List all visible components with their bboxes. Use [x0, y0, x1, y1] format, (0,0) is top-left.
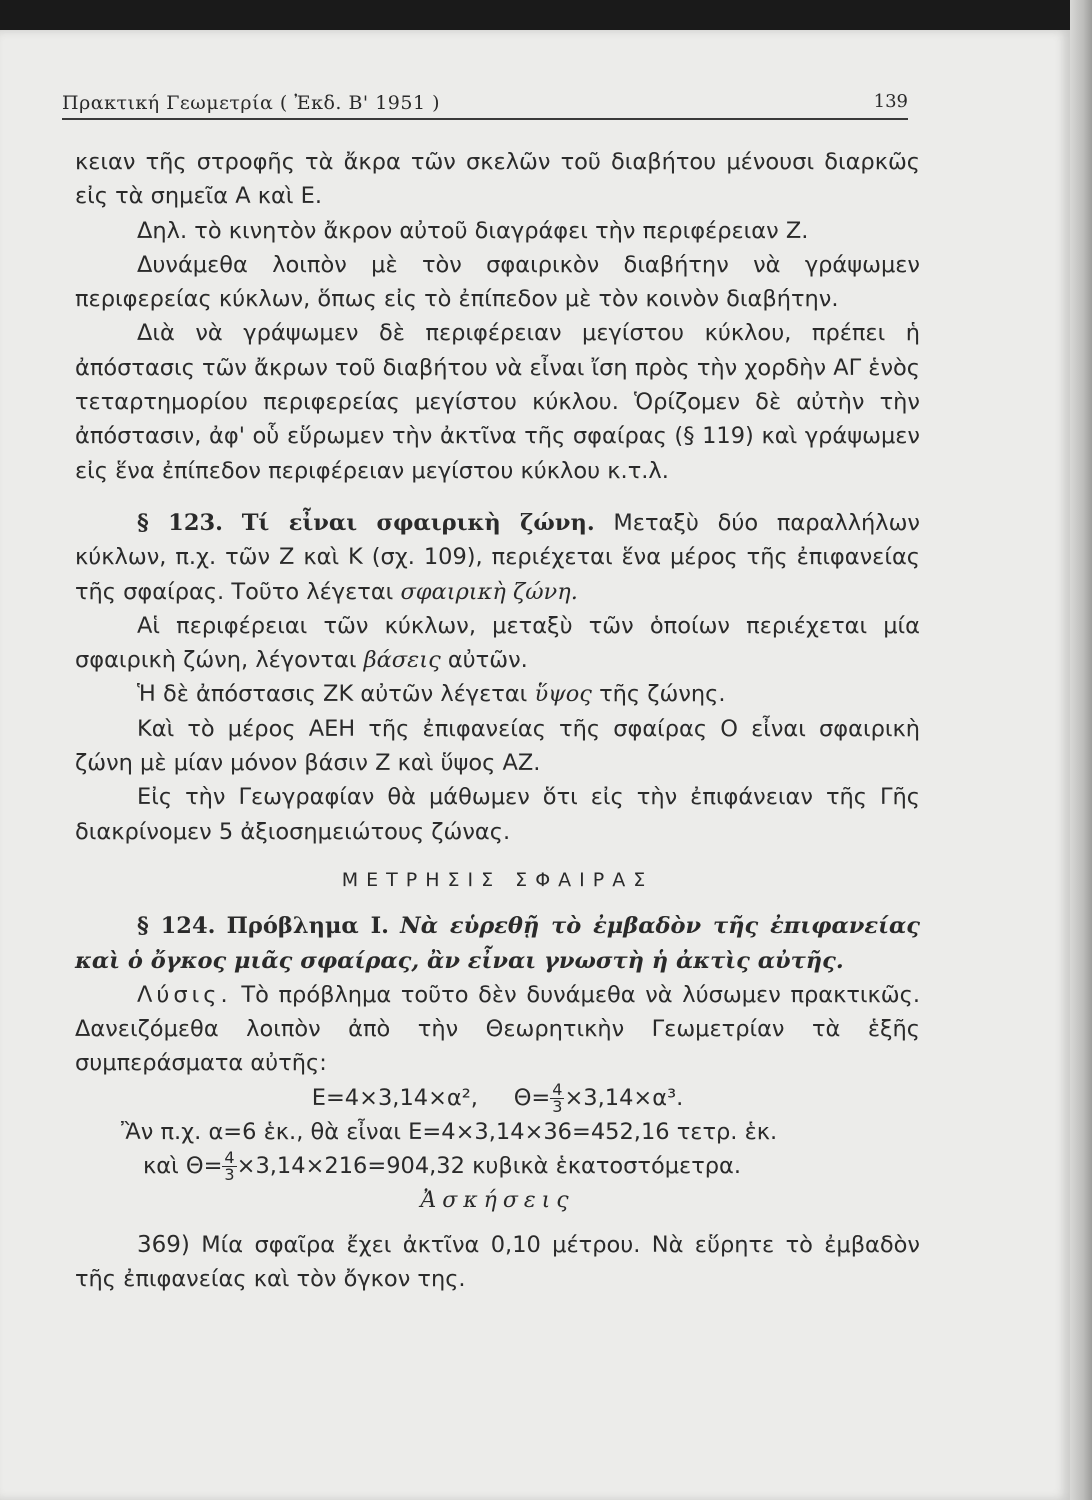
paragraph: Καὶ τὸ μέρος ΑΕΗ τῆς ἐπιφανείας τῆς σφαίρας Ο εἶναι σφαιρικὴ ζώνη μὲ μίαν μόνον βάσιν Ζ καὶ ὕψος ΑΖ.	[75, 715, 920, 777]
example-line: Ἂν π.χ. α=6 ἑκ., θὰ εἶναι Ε=4×3,14×36=452,16 τετρ. ἑκ.	[121, 1119, 778, 1146]
exercises-heading: Ἀσκήσεις	[420, 1187, 575, 1213]
paragraph: Δηλ. τὸ κινητὸν ἄκρον αὐτοῦ διαγράφει τὴν περιφέρειαν Ζ.	[137, 217, 809, 244]
section-number: § 123.	[137, 509, 223, 536]
fraction-denominator: 3	[552, 1096, 563, 1116]
fraction-numerator: 4	[224, 1148, 235, 1168]
exercise-text: Μία σφαῖρα ἔχει ἀκτῖνα 0,10 μέτρου. Νὰ εὕρητε τὸ ἐμβαδὸν τῆς ἐπιφανείας καὶ τὸν ὄγκον της.	[75, 1231, 920, 1293]
volume-formula-rhs: ×3,14×α³.	[564, 1084, 684, 1111]
text: Ἡ δὲ ἀπόστασις ΖΚ αὐτῶν λέγεται	[137, 681, 528, 708]
fraction	[222, 1150, 236, 1183]
fraction-numerator: 4	[552, 1079, 563, 1099]
paragraph	[75, 609, 920, 678]
running-header	[62, 88, 908, 120]
page-number: 139	[873, 91, 908, 112]
text: τῆς ζώνης.	[599, 681, 726, 708]
surface-formula: Ε=4×3,14×α²,	[311, 1084, 478, 1111]
defined-term: σφαιρικὴ ζώνη.	[400, 578, 578, 605]
solution-paragraph	[75, 978, 920, 1081]
paragraph: κειαν τῆς στροφῆς τὰ ἄκρα τῶν σκελῶν τοῦ διαβήτου μένουσι διαρκῶς εἰς τὰ σημεῖα Α καὶ Ε.	[75, 149, 920, 210]
page-body	[75, 145, 920, 1297]
running-title: Πρακτική Γεωμετρία ( Ἐκδ. Β' 1951 )	[62, 92, 440, 114]
volume-formula-lhs: Θ=	[513, 1084, 551, 1111]
section-text: Μεταξὺ δύο παραλλήλων κύκλων, π.χ. τῶν Ζ καὶ Κ (σχ. 109), περιέχεται ἕνα μέρος τῆς ἐπιφανείας τῆς σφαίρας. Τοῦτο λέγεται	[75, 509, 920, 605]
text: ×3,14×216=904,32 κυβικὰ ἑκατοστόμετρα.	[236, 1153, 742, 1180]
problem-statement: Νὰ εὑρεθῇ τὸ ἐμβαδὸν τῆς ἐπιφανείας καὶ ὁ ὄγκος μιᾶς σφαίρας, ἂν εἶναι γνωστὴ ἡ ἀκτὶς αὐτῆς.	[75, 913, 920, 974]
defined-term: ὕψος	[534, 681, 592, 708]
page-edge	[1070, 0, 1092, 1500]
chapter-heading: ΜΕΤΡΗΣΙΣ ΣΦΑΙΡΑΣ	[341, 868, 654, 891]
paragraph: Δυνάμεθα λοιπὸν μὲ τὸν σφαιρικὸν διαβήτην νὰ γράψωμεν περιφερείας κύκλων, ὅπως εἰς τὸ ἐπίπεδον μὲ τὸν κοινὸν διαβήτην.	[75, 251, 920, 313]
exercise-369	[75, 1228, 920, 1297]
exercise-number: 369)	[137, 1231, 190, 1258]
solution-label: Λύσις.	[137, 981, 232, 1008]
section-124-intro	[75, 909, 920, 978]
section-title: Τί εἶναι σφαιρικὴ ζώνη.	[241, 509, 595, 536]
text: Αἱ περιφέρειαι τῶν κύκλων, μεταξὺ τῶν ὁποίων περιέχεται μία σφαιρικὴ ζώνη, λέγονται	[75, 612, 920, 674]
paragraph: Εἰς τὴν Γεωγραφίαν θὰ μάθωμεν ὅτι εἰς τὴν ἐπιφάνειαν τῆς Γῆς διακρίνομεν 5 ἀξιοσημειώτους ζώνας.	[75, 784, 920, 845]
defined-term: βάσεις	[363, 647, 441, 674]
example-line	[75, 1149, 920, 1183]
solution-text: Τὸ πρόβλημα τοῦτο δὲν δυνάμεθα νὰ λύσωμεν πρακτικῶς. Δανειζόμεθα λοιπὸν ἀπὸ τὴν Θεωρητικὴν Γεωμετρίαν τὰ ἑξῆς συμπεράσματα αὐτῆς:	[75, 981, 920, 1077]
paragraph: Διὰ νὰ γράψωμεν δὲ περιφέρειαν μεγίστου κύκλου, πρέπει ἡ ἀπόστασις τῶν ἄκρων τοῦ διαβήτου νὰ εἶναι ἴση πρὸς τὴν χορδὴν ΑΓ ἑνὸς τεταρτημορίου περιφερείας μεγίστου κύκλου. Ὁρίζομεν δὲ αὐτὴν τὴν ἀπόστασιν, ἀφ' οὗ εὕρωμεν τὴν ἀκτῖνα τῆς σφαίρας (§ 119) καὶ γράψωμεν εἰς ἕνα ἐπίπεδον περιφέρειαν μεγίστου κύκλου κ.τ.λ.	[75, 320, 920, 484]
fraction	[550, 1079, 564, 1116]
fraction-denominator: 3	[224, 1165, 235, 1185]
paragraph	[75, 677, 920, 711]
text: καὶ Θ=	[143, 1153, 223, 1180]
section-123-intro	[75, 506, 920, 609]
text: αὐτῶν.	[447, 647, 528, 674]
formula-line	[75, 1081, 920, 1115]
section-number: § 124.	[137, 913, 216, 940]
problem-label: Πρόβλημα Ι.	[226, 913, 389, 940]
